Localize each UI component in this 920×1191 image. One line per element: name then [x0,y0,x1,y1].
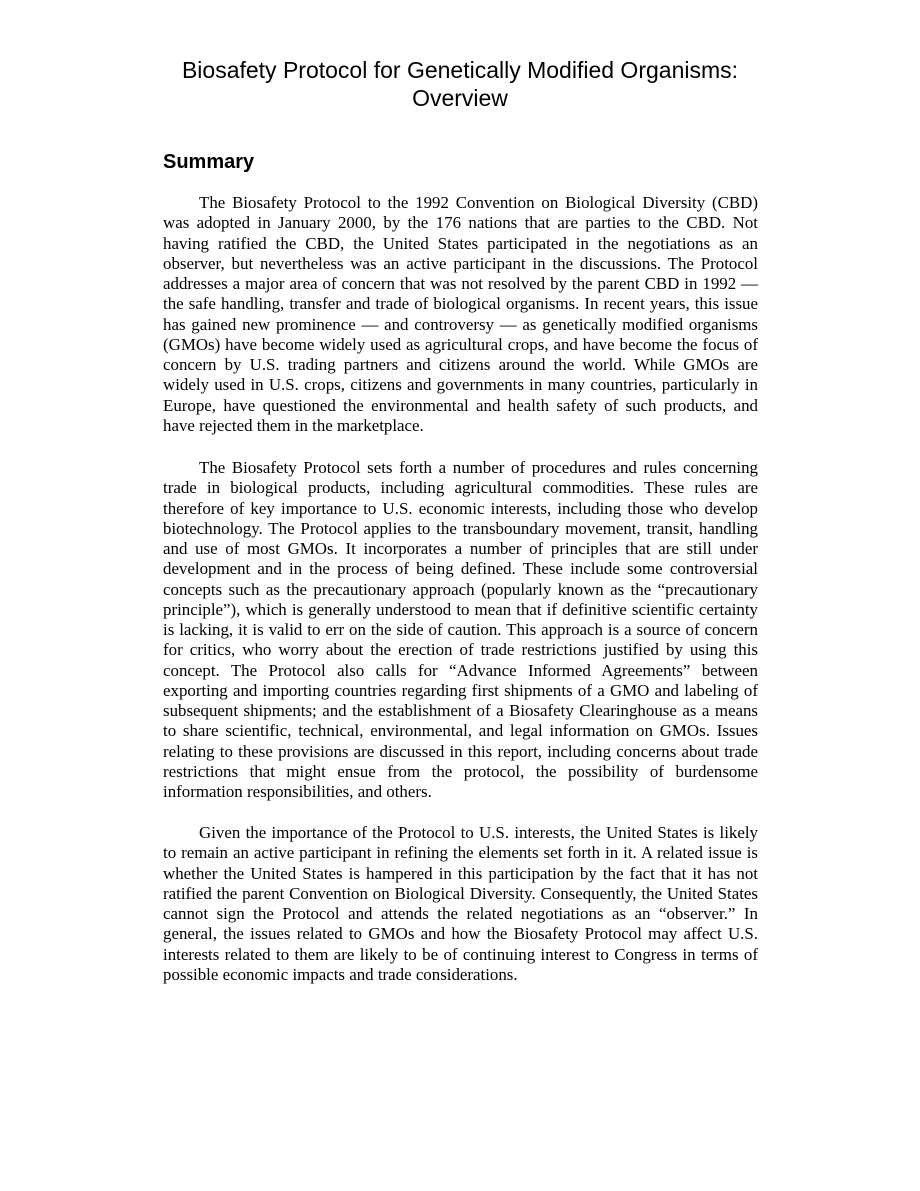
summary-paragraph-3: Given the importance of the Protocol to U.S. interests, the United States is likely to remain an active participant in refining the elements set forth in it. A related issue is whether the United States is hampered in this participation by the fact that it has not ratified the parent Convention on Biological Diversity. Consequently, the United States cannot sign the Protocol and attends the related negotiations as an “observer.” In general, the issues related to GMOs and how the Biosafety Protocol may affect U.S. interests related to them are likely to be of continuing interest to Congress in terms of possible economic impacts and trade considerations. [163,823,758,984]
page-title-line-2: Overview [412,85,508,111]
page-title-line-1: Biosafety Protocol for Genetically Modified Organisms: [181,57,739,83]
page-title [100,56,820,112]
summary-paragraph-1: The Biosafety Protocol to the 1992 Convention on Biological Diversity (CBD) was adopted in January 2000, by the 176 nations that are parties to the CBD. Not having ratified the CBD, the United States participated in the negotiations as an observer, but nevertheless was an active participant in the discussions. The Protocol addresses a major area of concern that was not resolved by the parent CBD in 1992 — the safe handling, transfer and trade of biological organisms. In recent years, this issue has gained new prominence — and controversy — as genetically modified organisms (GMOs) have become widely used as agricultural crops, and have become the focus of concern by U.S. trading partners and citizens around the world. While GMOs are widely used in U.S. crops, citizens and governments in many countries, particularly in Europe, have questioned the environmental and health safety of such products, and have rejected them in the marketplace. [163,193,758,435]
section-heading-summary: Summary [163,151,255,173]
summary-paragraph-2: The Biosafety Protocol sets forth a number of procedures and rules concerning trade in biological products, including agricultural commodities. These rules are therefore of key importance to U.S. economic interests, including those who develop biotechnology. The Protocol applies to the transboundary movement, transit, handling and use of most GMOs. It incorporates a number of principles that are still under development and in the process of being defined. These include some controversial concepts such as the precautionary approach (popularly known as the “precautionary principle”), which is generally understood to mean that if definitive scientific certainty is lacking, it is valid to err on the side of caution. This approach is a source of concern for critics, who worry about the erection of trade restrictions justified by using this concept. The Protocol also calls for “Advance Informed Agreements” between exporting and importing countries regarding first shipments of a GMO and labeling of subsequent shipments; and the establishment of a Biosafety Clearinghouse as a means to share scientific, technical, environmental, and legal information on GMOs. Issues relating to these provisions are discussed in this report, including concerns about trade restrictions that might ensue from the protocol, the possibility of burdensome information responsibilities, and others. [163,458,758,801]
